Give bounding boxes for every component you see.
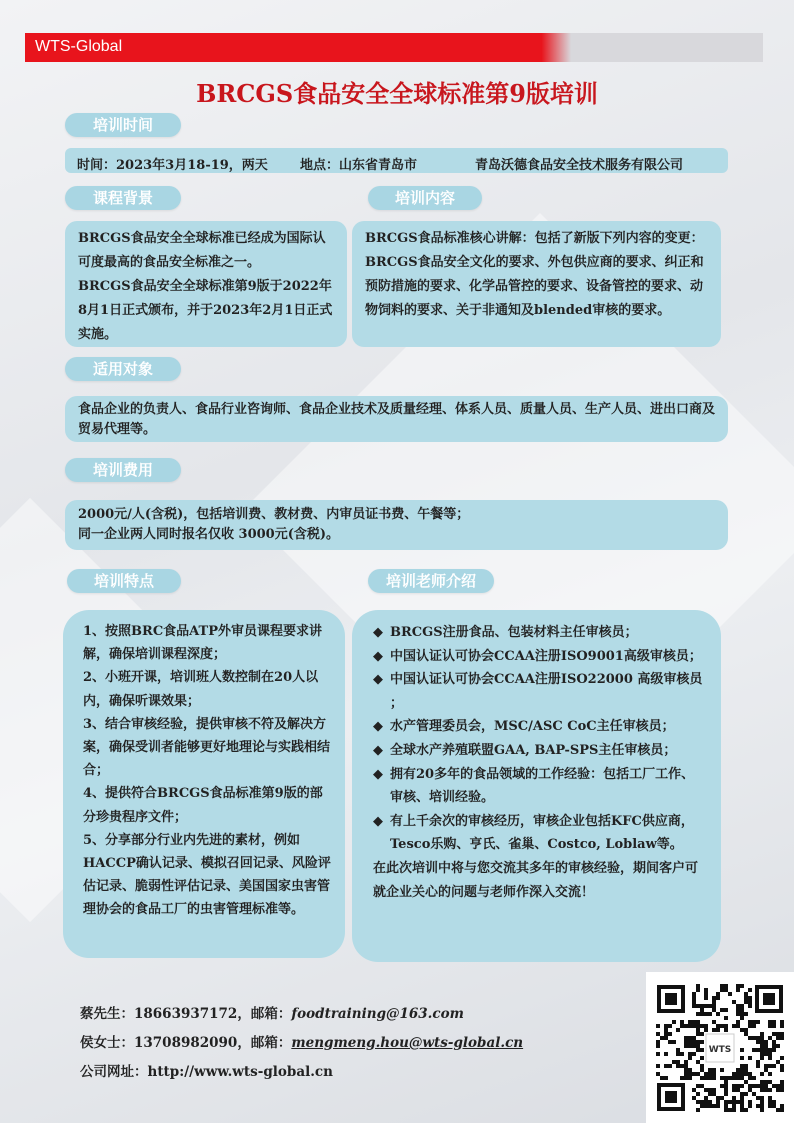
fee-box [65, 500, 728, 550]
teacher-closing: 在此次培训中将与您交流其多年的审核经验，期间客户可就企业关心的问题与老师作深入交流！ [373, 860, 699, 900]
section-label-audience: 适用对象 [65, 357, 181, 381]
website-url[interactable]: http://www.wts-global.cn [147, 1064, 333, 1080]
feature-item: 1、按照BRC食品ATP外审员课程要求讲解，确保培训课程深度； [83, 624, 323, 663]
fee-line-2: 同一企业两人同时报名仅收 3000元(含税)。 [78, 527, 340, 542]
teacher-box [352, 610, 721, 962]
contact-2-email[interactable]: mengmeng.hou@wts-global.cn [291, 1035, 524, 1051]
teacher-item: ◆ 中国认证认可协会CCAA注册ISO22000 高级审核员 ； [373, 668, 707, 715]
contact-1-label: 蔡先生：18663937172，邮箱： [80, 1006, 292, 1022]
contact-2 [80, 1031, 523, 1051]
diamond-bullet-icon: ◆ [373, 813, 383, 829]
feature-item: 4、提供符合BRCGS食品标准第9版的部分珍贵程序文件； [83, 786, 323, 825]
website-label: 公司网址： [80, 1064, 148, 1080]
teacher-item: ◆ 水产管理委员会，MSC/ASC CoC主任审核员； [373, 715, 707, 739]
section-label-background: 课程背景 [65, 186, 181, 210]
diamond-bullet-icon: ◆ [373, 672, 383, 688]
diamond-bullet-icon: ◆ [373, 766, 383, 782]
content-box [352, 221, 721, 347]
background-paragraph-2: BRCGS食品安全全球标准第9版于2022年8月1日正式颁布，并于2023年2月1日正式实施。 [78, 279, 333, 342]
feature-item: 2、小班开课，培训班人数控制在20人以内，确保听课效果； [83, 670, 319, 709]
audience-text: 食品企业的负责人、食品行业咨询师、食品企业技术及质量经理、体系人员、质量人员、生产人员、进出口商及贸易代理等。 [78, 402, 716, 437]
contact-2-label: 侯女士：13708982090，邮箱： [80, 1035, 292, 1051]
organizer-text: 青岛沃德食品安全技术服务有限公司 [475, 158, 684, 173]
brand-name: WTS-Global [35, 38, 123, 55]
page-title: BRCGS食品安全全球标准第9版培训 [196, 79, 598, 108]
time-text: 时间：2023年3月18-19，两天 [77, 158, 268, 173]
diamond-bullet-icon: ◆ [373, 625, 383, 640]
teacher-item: ◆ 中国认证认可协会CCAA注册ISO9001高级审核员； [373, 645, 707, 669]
contact-1 [80, 1002, 464, 1022]
diamond-bullet-icon: ◆ [373, 742, 383, 758]
features-box [63, 610, 345, 958]
teacher-item: ◆ 全球水产养殖联盟GAA, BAP-SPS主任审核员； [373, 739, 707, 763]
teacher-item: ◆ 拥有20多年的食品领域的工作经验：包括工厂工作、审核、培训经验。 [373, 763, 707, 810]
contact-1-email[interactable]: foodtraining@163.com [291, 1006, 464, 1022]
background-paragraph-1: BRCGS食品安全全球标准已经成为国际认可度最高的食品安全标准之一。 [78, 231, 326, 270]
top-banner [25, 33, 763, 62]
website [80, 1060, 333, 1080]
feature-item: 5、分享部分行业内先进的素材，例如HACCP确认记录、模拟召回记录、风险评估记录、脆弱性评估记录、美国国家虫害管理协会的食品工厂的虫害管理标准等。 [83, 832, 331, 918]
diamond-bullet-icon: ◆ [373, 719, 383, 735]
location-text: 地点：山东省青岛市 [300, 158, 418, 173]
qr-logo-text: WTS [708, 1045, 732, 1055]
diamond-bullet-icon: ◆ [373, 648, 383, 664]
qr-code-panel [646, 972, 794, 1123]
feature-item: 3、结合审核经验，提供审核不符及解决方案，确保受训者能够更好地理论与实践相结合； [83, 716, 331, 779]
content-text: BRCGS食品标准核心讲解：包括了新版下列内容的变更：BRCGS食品安全文化的要求、外包供应商的要求、纠正和预防措施的要求、化学品管控的要求、设备管控的要求、动物饲料的要求、关于非通知及blended审核的要求。 [365, 231, 704, 318]
section-label-features: 培训特点 [67, 569, 181, 593]
section-label-content: 培训内容 [368, 186, 482, 210]
background-box [65, 221, 347, 347]
section-label-fee: 培训费用 [65, 458, 181, 482]
section-label-teacher: 培训老师介绍 [368, 569, 494, 593]
fee-line-1: 2000元/人(含税)，包括培训费、教材费、内审员证书费、午餐等； [78, 507, 470, 522]
qr-code-icon [655, 983, 785, 1113]
time-info-box [65, 148, 728, 173]
teacher-item: ◆ 有上千余次的审核经历，审核企业包括KFC供应商，Tesco乐购、亨氏、雀巢、Costco, Loblaw等。 [373, 810, 707, 857]
audience-box [65, 396, 728, 442]
section-label-time: 培训时间 [65, 113, 181, 137]
teacher-item: ◆ BRCGS注册食品、包装材料主任审核员； [373, 621, 707, 645]
